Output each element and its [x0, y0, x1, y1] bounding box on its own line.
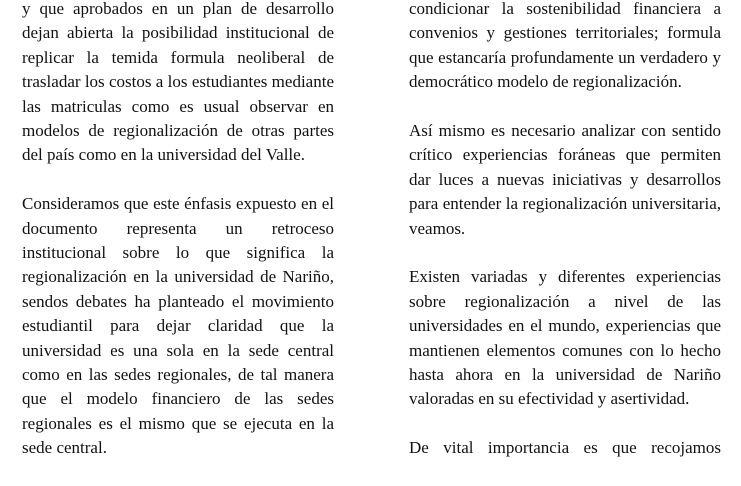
paragraph-right-3: Existen variadas y diferentes experiencias sobre regionalización a nivel de las universidades en el mundo, experiencias que mantienen elementos comunes con lo hecho hasta ahora en la universidad de Nariño valoradas en su efectividad y asertividad.: [409, 267, 721, 409]
paragraph-right-4: De vital importancia es que recojamos: [409, 438, 721, 458]
paragraph-right-2: Así mismo es necesario analizar con sentido crítico experiencias foráneas que permiten dar luces a nuevas iniciativas y desarrollos para entender la regionalización universitaria, veamos.: [409, 121, 721, 238]
paragraph-left-1: y que aprobados en un plan de desarrollo dejan abierta la posibilidad institucional de replicar la temida formula neoliberal de trasladar los costos a los estudiantes mediante las matriculas como es usual observar en modelos de regionalización de otras partes del país como en la universidad del Valle.: [22, 0, 334, 165]
right-text-column: [409, 0, 721, 461]
left-text-column: [22, 0, 334, 461]
paragraph-left-2: Consideramos que este énfasis expuesto en el documento representa un retroceso institucional sobre lo que significa la regionalización en la universidad de Nariño, sendos debates ha planteado el movimiento estudiantil para dejar claridad que la universidad es una sola en la sede central como en las sedes regionales, de tal manera que el modelo financiero de las sedes regionales es el mismo que se ejecuta en la sede central.: [22, 194, 334, 458]
paragraph-right-1: condicionar la sostenibilidad financiera a convenios y gestiones territoriales; formula que estancaría profundamente un verdadero y democrático modelo de regionalización.: [409, 0, 721, 92]
